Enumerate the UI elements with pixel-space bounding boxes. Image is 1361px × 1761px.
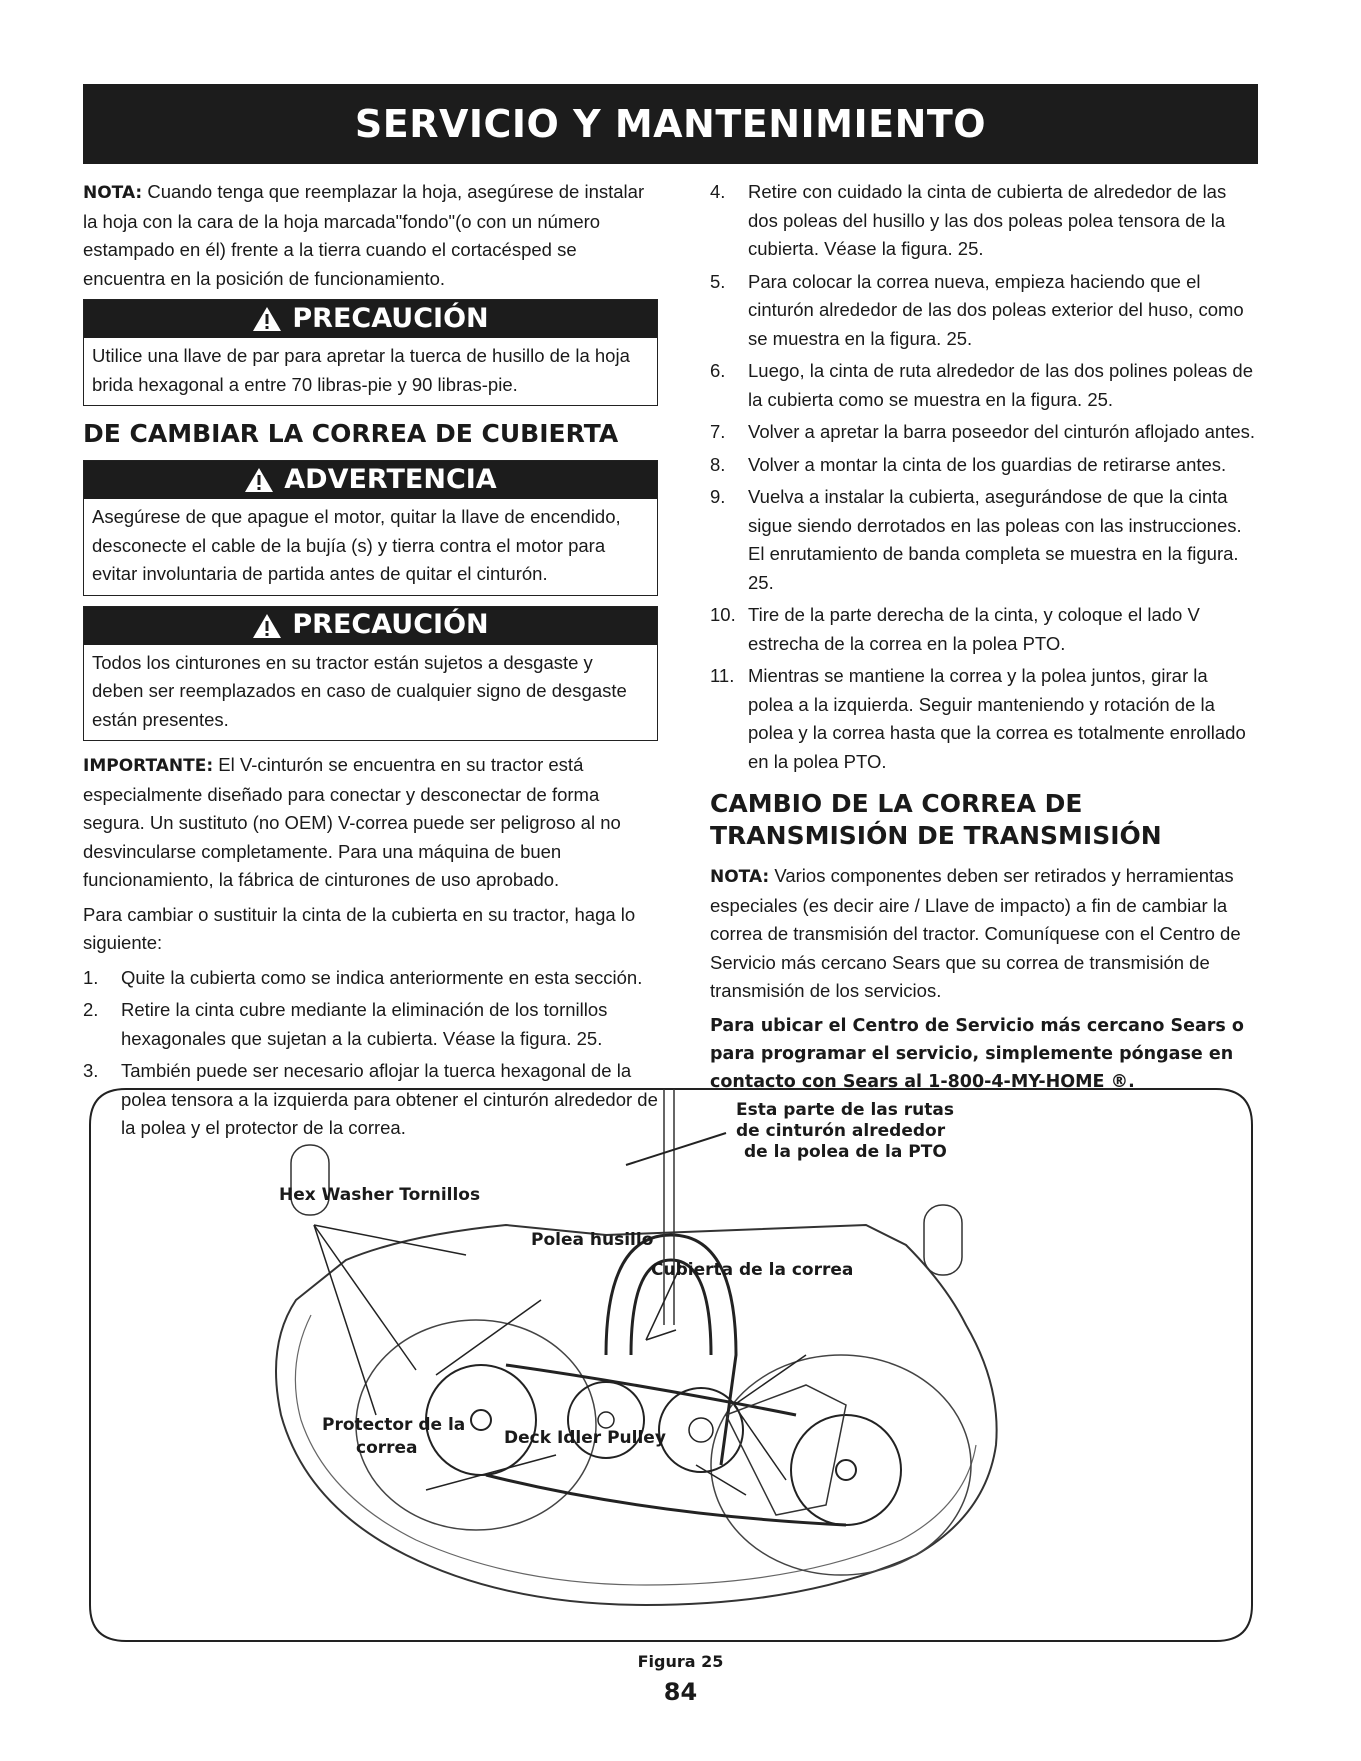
pto-label: de cinturón alrededor (736, 1121, 946, 1141)
steps-list-right (710, 178, 1255, 776)
caution-header (84, 607, 657, 645)
warning-title: ADVERTENCIA (284, 463, 497, 495)
list-item: 5. Para colocar la correa nueva, empieza haciendo que el cinturón alrededor de las dos poleas exterior del huso, como se muestra en la figura. 25. (710, 270, 1244, 349)
importante-paragraph (83, 751, 658, 895)
pto-label: Esta parte de las rutas (736, 1100, 955, 1120)
caution-text: Todos los cinturones en su tractor están sujetos a desgaste y deben ser reemplazados en caso de cualquier signo de desgaste están presentes. (92, 651, 627, 730)
leader-line (626, 1133, 726, 1165)
hex-screws-label: Hex Washer Tornillos (279, 1185, 481, 1205)
belt-guard-label: Protector de la (322, 1415, 466, 1435)
leader-line (314, 1225, 466, 1255)
belt-guard-label: correa (356, 1438, 418, 1458)
warning-triangle-icon (252, 305, 282, 333)
right-column (710, 178, 1255, 1102)
caution-text: Utilice una llave de par para apretar la tuerca de husillo de la hoja brida hexagonal a entre 70 libras-pie y 90 libras-pie. (92, 345, 630, 395)
nota-paragraph (83, 178, 658, 293)
section-heading-drive-belt: CAMBIO DE LA CORREA DE TRANSMISIÓN DE TRANSMISIÓN (710, 789, 1162, 850)
warning-triangle-icon (244, 466, 274, 494)
caution-title: PRECAUCIÓN (292, 609, 489, 641)
caution-title: PRECAUCIÓN (292, 302, 489, 334)
belt-cover-label: Cubierta de la correa (651, 1260, 854, 1280)
nota-text: Varios componentes deben ser retirados y herramientas especiales (es decir aire / Llave de impacto) a fin de cambiar la correa de transmisión del tractor. Comuníquese con el Centro de Servicio más cercano Sears que su correa de transmisión de transmisión de los servicios. (710, 865, 1241, 1001)
nota-label: NOTA: (83, 183, 143, 203)
list-item: 3. También puede ser necesario aflojar la tuerca hexagonal de la polea tensora a la izquierda para obtener el cinturón alrededor de la polea y el protector de la correa. (83, 1060, 658, 1138)
leader-line (696, 1465, 746, 1495)
left-column (83, 178, 658, 1147)
importante-text: El V-cinturón se encuentra en su tractor está especialmente diseñado para conectar y desconectar de forma segura. Un sustituto (no OEM) V-correa puede ser peligroso al no desvincularse completamente. Para una máquina de buen funcionamiento, la fábrica de cinturones de uso aprobado. (83, 754, 621, 890)
figure-caption: Figura 25 (637, 1652, 724, 1671)
page-number: 84 (663, 1678, 698, 1706)
leader-line (314, 1225, 416, 1370)
belt-routing-figure (86, 1085, 1256, 1645)
pto-label: de la polea de la PTO (744, 1142, 947, 1162)
importante-label: IMPORTANTE: (83, 756, 214, 776)
leader-line (734, 1355, 806, 1405)
leader-line (426, 1455, 556, 1490)
list-item: 11. Mientras se mantiene la correa y la polea juntos, girar la polea a la izquierda. Seguir manteniendo y rotación de la polea y la correa hasta que la correa es totalmente enrollado en la polea PTO. (710, 665, 1246, 772)
list-item: 7. Volver a apretar la barra poseedor del cinturón aflojado antes. (710, 421, 1256, 442)
nota-label: NOTA: (710, 867, 770, 887)
warning-box (83, 460, 658, 596)
list-item: 4. Retire con cuidado la cinta de cubierta de alrededor de las dos poleas del husillo y las dos poleas polea tensora de la cubierta. Véase la figura. 25. (710, 181, 1227, 259)
caution-box-2 (83, 606, 658, 742)
leader-line (436, 1300, 541, 1375)
nota-text: Cuando tenga que reemplazar la hoja, asegúrese de instalar la hoja con la cara de la hoja marcada"fondo"(o con un número estampado en él) frente a la tierra cuando el cortacésped se encuentra en la posición de funcionamiento. (83, 181, 645, 289)
warning-header (84, 461, 657, 499)
list-item: 8. Volver a montar la cinta de los guardias de retirarse antes. (710, 453, 1227, 475)
figure-frame (90, 1089, 1252, 1641)
leader-line (314, 1225, 376, 1415)
intro-paragraph: Para cambiar o sustituir la cinta de la cubierta en su tractor, haga lo siguiente: (83, 903, 636, 953)
list-item: 10. Tire de la parte derecha de la cinta, y coloque el lado V estrecha de la correa en la polea PTO. (710, 604, 1200, 654)
list-item: 6. Luego, la cinta de ruta alrededor de las dos polines poleas de la cubierta como se muestra en la figura. 25. (710, 360, 1253, 410)
nota-paragraph (710, 862, 1255, 1006)
warning-text: Asegúrese de que apague el motor, quitar la llave de encendido, desconecte el cable de la bujía (s) y tierra contra el motor para evitar involuntaria de partida antes de quitar el cinturón. (92, 506, 621, 584)
list-item: 1. Quite la cubierta como se indica anteriormente en esta sección. (83, 966, 643, 988)
spindle-pulley-label: Polea husillo (531, 1230, 654, 1250)
list-item: 2. Retire la cinta cubre mediante la eliminación de los tornillos hexagonales que sujetan a la cubierta. Véase la figura. 25. (83, 999, 608, 1049)
section-banner (83, 84, 1258, 164)
right-blade-housing (711, 1355, 971, 1575)
caution-box-1 (83, 299, 658, 406)
right-deck-wheel (924, 1205, 962, 1275)
contact-note: Para ubicar el Centro de Servicio más cercano Sears o para programar el servicio, simplemente póngase en contacto con Sears al 1-800-4-MY-HOME ®. (710, 1015, 1244, 1092)
idler-pulley-label: Deck Idler Pulley (504, 1428, 666, 1448)
page-title: SERVICIO Y MANTENIMIENTO (354, 102, 987, 146)
warning-triangle-icon (252, 612, 282, 640)
section-heading-deck-belt: DE CAMBIAR LA CORREA DE CUBIERTA (83, 419, 619, 448)
list-item: 9. Vuelva a instalar la cubierta, asegurándose de que la cinta sigue siendo derrotados en las poleas con las instrucciones. El enrutamiento de banda completa se muestra en la figura. 25. (710, 486, 1242, 593)
caution-header (84, 300, 657, 338)
